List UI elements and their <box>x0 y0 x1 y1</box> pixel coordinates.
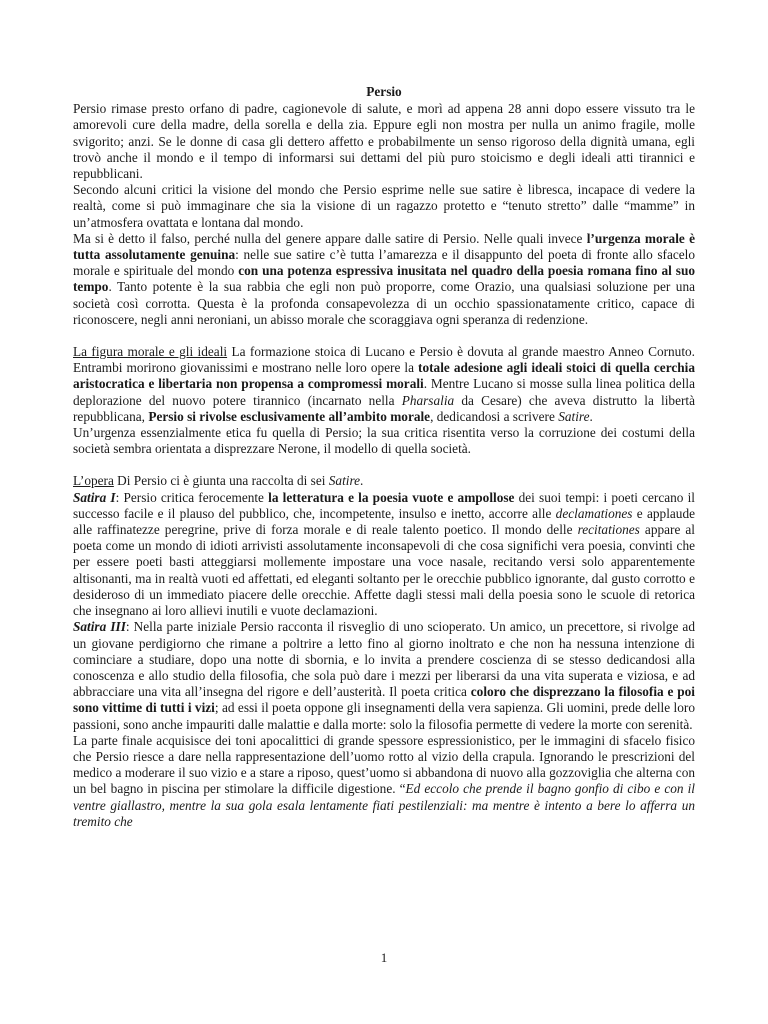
text-run: . <box>589 408 593 424</box>
spacer <box>73 328 695 344</box>
text-run: recitationes <box>577 522 640 538</box>
paragraph-satira-1 <box>73 490 695 620</box>
text-run: l’urgenza morale è tutta assolutamente genuina <box>73 230 695 263</box>
text-run: ; ad essi il poeta oppone gli insegnamenti della vera sapienza. Gli uomini, prede delle loro passioni, sono anche impauriti dalle malattie e dalla morte: solo la filosofia permette di vedere la morte con serenità. <box>73 700 695 732</box>
text-run: Satira I <box>73 489 116 505</box>
paragraph-work <box>73 473 695 489</box>
text-run: Ed eccolo che prende il bagno gonfio di cibo e con il ventre giallastro, mentre la sua gola esala lentamente fiati pestilenziali: ma mentre è intento a bere lo afferra un tremito che <box>73 781 695 829</box>
document-page <box>73 84 695 830</box>
paragraph-satira-3-final <box>73 733 695 830</box>
text-run: coloro che disprezzano la filosofia e poi sono vittime di tutti i vizi <box>73 684 696 716</box>
text-run: : Nella parte iniziale Persio racconta il risveglio di uno scioperato. Un amico, un precettore, si rivolge ad un giovane perdigiorno che rimane a poltrire a letto fino al giorno inoltrato e che non ha nessuna intenzione di cominciare a studiare, dopo una notte di sbornia, e lo invita a prendere coscienza di se stesso dedicandosi alla conoscenza e allo studio della filosofia, che sola può dare i mezzi per liberarsi da una vita superata e viziosa, e ad abbracciare una vita all’insegna del rigore e dell’austerità. Il poeta critica <box>73 619 695 700</box>
text-run: L’opera <box>73 473 114 489</box>
paragraph-satira-3 <box>73 619 695 732</box>
text-run: La formazione stoica di Lucano e Persio è dovuta al grande maestro Anneo Cornuto. Entrambi morirono giovanissimi e mostrano nelle loro opere la <box>73 344 695 376</box>
paragraph-urgency <box>73 231 695 328</box>
text-run: La figura morale e gli ideali <box>73 344 228 360</box>
text-run: da Cesare) che aveva distrutto la libertà repubblicana, <box>73 392 695 424</box>
text-run: Satira III <box>73 619 126 635</box>
text-run: Secondo alcuni critici la visione del mondo che Persio esprime nelle sue satire è libresca, incapace di vedere la realtà, come si può immaginare che sia la visione di un ragazzo protetto e “tenuto stretto” dalle “mamme” in un’atmosfera ovattata e lontana dal mondo. <box>73 182 695 230</box>
paragraph-intro <box>73 101 695 182</box>
text-run: : Persio critica ferocemente <box>115 489 269 505</box>
text-run: Ma si è detto il falso, perché nulla del genere appare dalle satire di Persio. Nelle quali invece <box>73 230 587 246</box>
document-title: Persio <box>366 84 402 99</box>
text-run: totale adesione agli ideali stoici di quella cerchia aristocratica e libertaria non propensa a compromessi morali <box>73 360 695 392</box>
text-run: . Mentre Lucano si mosse sulla linea politica della deplorazione del nuovo potere tirannico (incarnato nella <box>73 376 695 408</box>
paragraph-moral-figure <box>73 344 695 425</box>
text-run: Persio si rivolse esclusivamente all’ambito morale <box>148 408 431 424</box>
text-run: Persio rimase presto orfano di padre, cagionevole di salute, e morì ad appena 28 anni dopo essere vissuto tra le amorevoli cure della madre, della sorella e della zia. Eppure egli non mostra per nulla un animo fragile, molle svigorito; anzi. Se le donne di casa gli dettero affetto e probabilmente un senso rigoroso della dignità umana, egli trovò anche il mondo e il tempo di informarsi sui dettami del più puro stoicismo e degli ideali atti tirannici e repubblicani. <box>73 101 695 182</box>
page-number: 1 <box>380 950 388 965</box>
text-run: Di Persio ci è giunta una raccolta di sei <box>113 473 329 489</box>
text-run: appare al poeta come un mondo di idioti arrivisti assolutamente inconsapevoli di che cosa significhi vera poesia, convinti che per essere poeti basti atteggiarsi mollemente impostare una voce nasale, recitando versi solo apparentemente altisonanti, ma in realtà vuoti ed affettati, ed eleganti soltanto per le orecchie pubblico ignorante, dal gusto corrotto e desideroso di un immediato piacere delle orecchie. Affette dagli stessi mali della poesia sono le scuole di retorica che insegnano ai loro allievi inutili e vuote declamazioni. <box>73 522 695 619</box>
text-run: . Tanto potente è la sua rabbia che egli non può proporre, come Orazio, una qualsiasi soluzione per una società così corrotta. Questa è la profonda consapevolezza di un occhio spassionatamente critico, capace di riconoscere, negli anni neroniani, un abisso morale che scoraggiava ogni speranza di redenzione. <box>73 279 695 327</box>
text-run: Un’urgenza essenzialmente etica fu quella di Persio; la sua critica risentita verso la corruzione dei costumi della società sembra orientata a disprezzare Nerone, il modello di quella società. <box>73 425 695 457</box>
text-run: La parte finale acquisisce dei toni apocalittici di grande spessore espressionistico, per le immagini di sfacelo fisico che Persio riesce a dare nella rappresentazione dell’uomo rotto al vizio della crapula. Ignorando le prescrizioni del medico a moderare il suo vizio e a stare a riposo, quest’uomo si abbandona di nuovo alla gozzoviglia che alterna con un bel bagno in piscina per stimolare la difficile digestione. “ <box>73 732 695 797</box>
text-run: declamationes <box>555 505 633 521</box>
text-run: Satire <box>558 408 590 424</box>
text-run: e applaude alle raffinatezze peregrine, prive di forza morale e di reale talento poetico. Il mondo delle <box>73 505 695 538</box>
text-run: , dedicandosi a scrivere <box>430 408 559 424</box>
spacer <box>73 457 695 473</box>
paragraph-critics <box>73 182 695 231</box>
text-run: con una potenza espressiva inusitata nel quadro della poesia romana fino al suo tempo <box>73 263 695 295</box>
text-run: dei suoi tempi: i poeti cercano il successo facile e il plauso del pubblico, che, incompetente, insulso e inetto, accorre alle <box>73 489 696 521</box>
text-run: . <box>360 473 364 489</box>
paragraph-ethics <box>73 425 695 457</box>
text-run: : nelle sue satire c’è tutta l’amarezza e il disappunto del poeta di fronte allo sfacelo morale e spirituale del mondo <box>73 247 695 279</box>
text-run: Pharsalia <box>401 392 455 408</box>
text-run: la letteratura e la poesia vuote e ampollose <box>268 489 515 505</box>
text-run: Satire <box>328 473 361 489</box>
